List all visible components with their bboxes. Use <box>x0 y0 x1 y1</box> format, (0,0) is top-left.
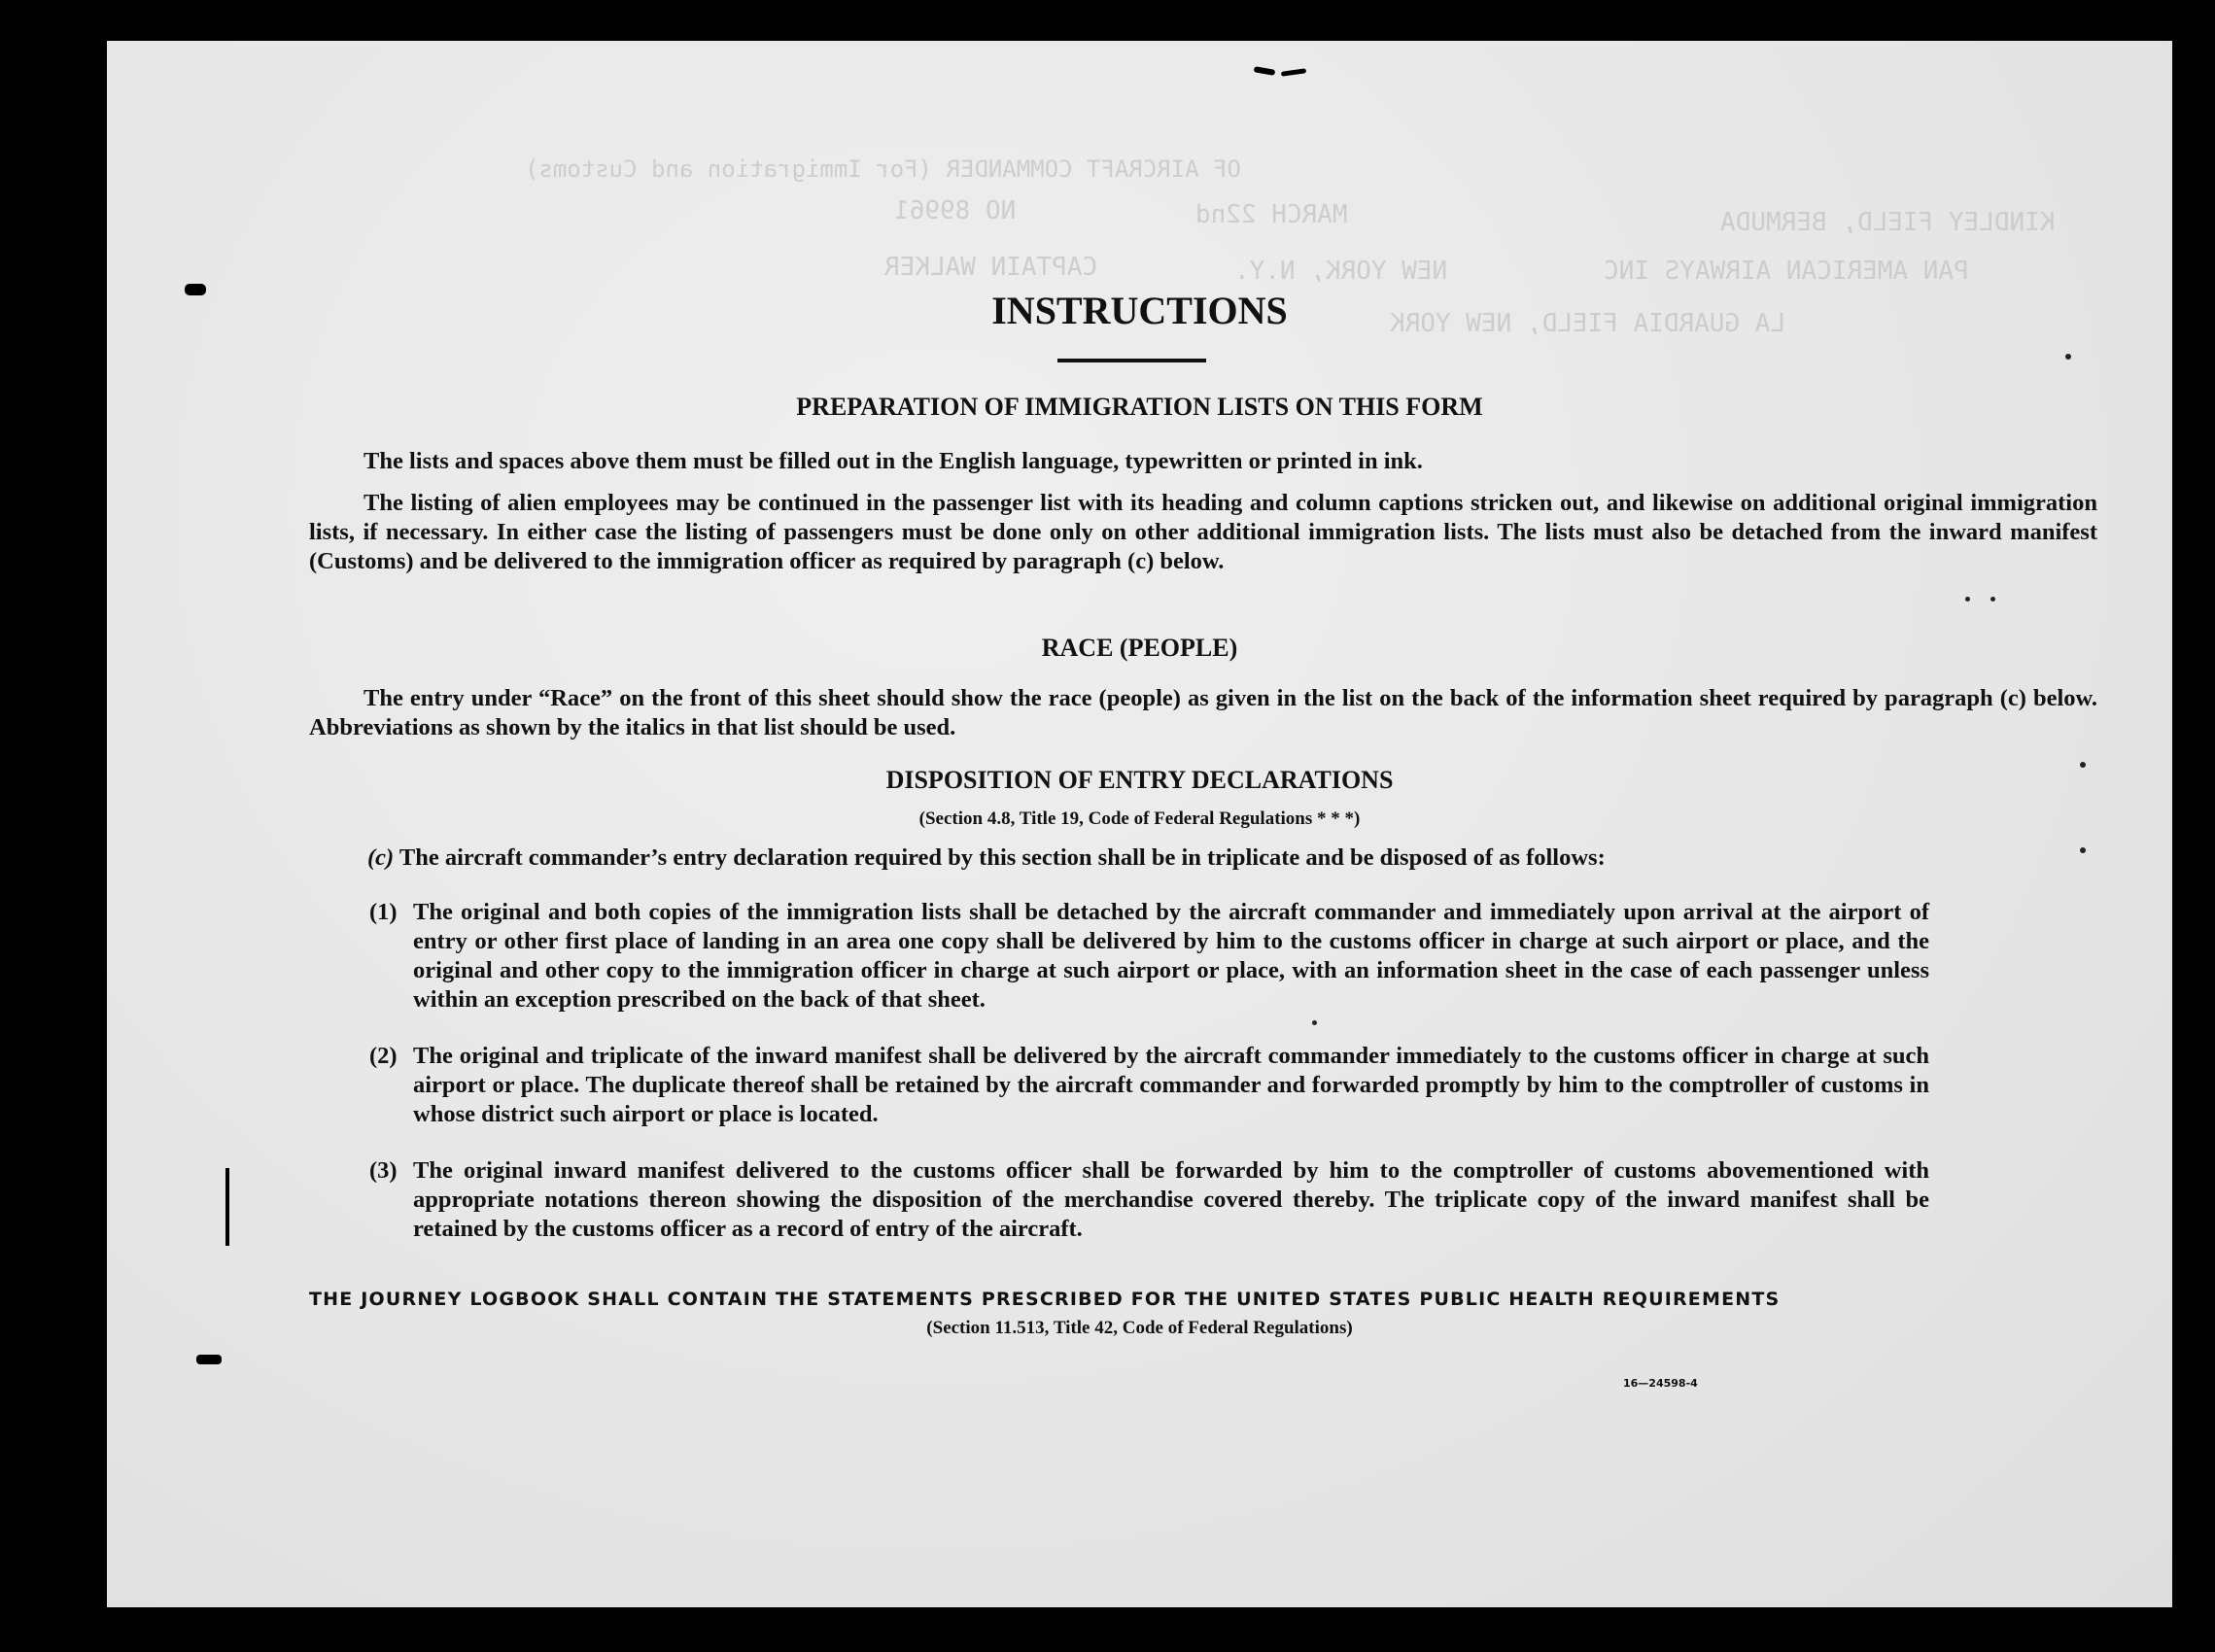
bleed-through-text: NO 89961 <box>894 196 1017 225</box>
scan-speck <box>2080 762 2086 768</box>
item-text: The original and both copies of the immigration lists shall be detached by the aircraft commander and immediately upon arrival at the airport of entry or other first place of landing in an area one copy shall be delivered by him to the customs officer in charge at such airport or place, and the original and other copy to the immigration officer in charge at such airport or place, with an information sheet in the case of each passenger unless within an exception prescribed on the back of that sheet. <box>413 899 1929 1013</box>
paragraph-alien-employees: The listing of alien employees may be continued in the passenger list with its heading and column captions stricken out, and likewise on additional original immigration lists, if necessary. In either case the listing of passengers must be done only on other additional immigration lists. The lists must also be detached from the inward manifest (Customs) and be delivered to the immigration officer as required by paragraph (c) below. <box>309 490 2097 574</box>
scan-mark <box>1281 68 1306 77</box>
bleed-through-text: MARCH 22nd <box>1195 200 1348 229</box>
scan-speck <box>1312 1020 1317 1025</box>
bleed-through-text: OF AIRCRAFT COMMANDER (For Immigration and Customs) <box>525 155 1241 183</box>
paragraph-lists-language: The lists and spaces above them must be filled out in the English language, typewritten or printed in ink. <box>363 448 1423 474</box>
item-number: (3) <box>369 1157 398 1184</box>
scan-speck <box>2065 354 2071 360</box>
section-heading-disposition: DISPOSITION OF ENTRY DECLARATIONS <box>885 766 1394 794</box>
bleed-through-text: CAPTAIN WALKER <box>884 253 1098 282</box>
scan-mark <box>196 1355 222 1364</box>
bleed-through-text: KINDLEY FIELD, BERMUDA <box>1720 208 2056 237</box>
scan-speck <box>1965 597 1970 602</box>
item-number: (1) <box>369 899 398 925</box>
disposition-item-3 <box>369 1156 1929 1244</box>
footer-health-requirements: THE JOURNEY LOGBOOK SHALL CONTAIN THE STATEMENTS PRESCRIBED FOR THE UNITED STATES PUBLIC HEALTH REQUIREMENTS <box>309 1289 1781 1310</box>
disposition-intro-label: (c) <box>367 844 395 871</box>
page-title: INSTRUCTIONS <box>991 289 1288 332</box>
form-code: 16—24598-4 <box>1623 1377 1698 1390</box>
disposition-item-1 <box>369 898 1929 1015</box>
item-number: (2) <box>369 1043 398 1069</box>
scan-mark <box>1254 66 1276 76</box>
scan-mark <box>185 284 206 295</box>
item-text: The original and triplicate of the inward manifest shall be delivered by the aircraft commander immediately to the customs officer in charge at such airport or place. The duplicate thereof shall be retained by the aircraft commander and forwarded promptly by him to the comptroller of customs in whose district such airport or place is located. <box>413 1043 1929 1127</box>
title-underline <box>1057 359 1206 362</box>
bleed-through-text: NEW YORK, N.Y. <box>1234 257 1448 286</box>
footer-citation: (Section 11.513, Title 42, Code of Federal Regulations) <box>926 1318 1353 1338</box>
section-heading-preparation: PREPARATION OF IMMIGRATION LISTS ON THIS FORM <box>796 393 1483 421</box>
disposition-intro <box>367 843 2097 873</box>
bleed-through-text: PAN AMERICAN AIRWAYS INC <box>1604 257 1969 286</box>
disposition-intro-text: The aircraft commander’s entry declaration required by this section shall be in triplicate and be disposed of as follows: <box>398 844 1606 871</box>
section-heading-race: RACE (PEOPLE) <box>1041 634 1238 662</box>
disposition-citation: (Section 4.8, Title 19, Code of Federal Regulations * * *) <box>918 809 1361 829</box>
item-text: The original inward manifest delivered to the customs officer shall be forwarded by him to the comptroller of customs abovementioned with appropriate notations thereon showing the disposition of the merchandise covered thereby. The triplicate copy of the inward manifest shall be retained by the customs officer as a record of entry of the aircraft. <box>413 1157 1929 1242</box>
paragraph-race-entry: The entry under “Race” on the front of this sheet should show the race (people) as given in the list on the back of the information sheet required by paragraph (c) below. Abbreviations as shown by the italics in that list should be used. <box>309 685 2097 740</box>
document-page <box>107 41 2172 1607</box>
scan-speck <box>2080 847 2086 853</box>
scan-speck <box>1990 597 1995 602</box>
disposition-item-2 <box>369 1042 1929 1129</box>
bleed-through-text: LA GUARDIA FIELD, NEW YORK <box>1390 309 1785 338</box>
scan-mark <box>225 1168 229 1246</box>
